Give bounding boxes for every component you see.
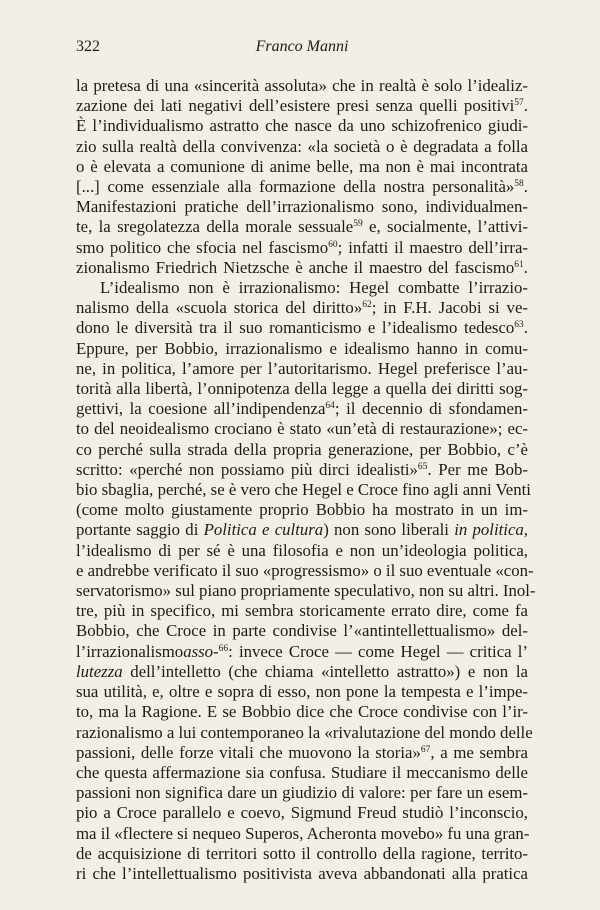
line-text: . xyxy=(523,177,528,197)
text-line xyxy=(76,278,528,298)
italic-text: lutezza xyxy=(76,661,123,681)
text-line xyxy=(76,217,528,237)
line-text: e, socialmente, l’attivi- xyxy=(362,217,528,237)
line-text: servatorismo» sul piano propriamente speculativo, non su altri. Inol- xyxy=(76,581,536,601)
line-text: l’idealismo di per sé è una filosofia e non un’ideologia politica, xyxy=(76,540,528,560)
text-line xyxy=(76,116,528,136)
text-line xyxy=(76,440,528,460)
text-line xyxy=(76,197,528,217)
line-text: de acquisizione di territori sotto il controllo della ragione, territo- xyxy=(76,843,528,863)
line-text: . Per me Bob- xyxy=(427,459,529,479)
text-line xyxy=(76,359,528,379)
text-line xyxy=(76,177,528,197)
line-text: che questa affermazione sia confusa. Studiare il meccanismo delle xyxy=(76,762,528,782)
text-line xyxy=(76,682,528,702)
text-line xyxy=(76,157,528,177)
text-line xyxy=(76,379,528,399)
line-text: zio sulla realtà della convivenza: «la società o è degradata a folla xyxy=(76,136,528,156)
line-text: passioni non significa dare un giudizio di valore: per fare un esem- xyxy=(76,783,528,803)
line-text: passioni, delle forze vitali che muovono la storia» xyxy=(76,742,421,762)
page-number: 322 xyxy=(76,38,100,55)
line-text: te, la sregolatezza della morale sessuale xyxy=(76,217,354,237)
footnote-ref: 64 xyxy=(325,401,335,412)
text-line xyxy=(76,298,528,318)
line-text: to, ma la Ragione. E se Bobbio dice che Croce condivise con l’ir- xyxy=(76,702,528,722)
footnote-ref: 59 xyxy=(353,219,363,230)
footnote-ref: 65 xyxy=(417,461,428,472)
line-text: scritto: «perché non possiamo più dirci idealisti» xyxy=(76,459,418,479)
line-text: . xyxy=(523,318,528,338)
text-line xyxy=(76,500,528,520)
text-line xyxy=(76,137,528,157)
text-line xyxy=(76,419,528,439)
line-text: Eppure, per Bobbio, irrazionalismo e idealismo hanno in comu- xyxy=(76,338,528,358)
text-line xyxy=(76,460,528,480)
line-text: e andrebbe verificato il suo «progressismo» o il suo eventuale «con- xyxy=(76,560,534,580)
text-line xyxy=(76,783,528,803)
text-line xyxy=(76,702,528,722)
text-line xyxy=(76,763,528,783)
line-text: È l’individualismo astratto che nasce da uno schizofrenico giudi- xyxy=(76,116,528,136)
line-text: ) non sono liberali xyxy=(323,520,455,540)
line-text: bio sbaglia, perché, se è vero che Hegel e Croce fino agli anni Venti xyxy=(76,480,531,500)
text-line xyxy=(76,642,528,662)
line-text: . xyxy=(523,96,528,116)
page-header xyxy=(76,38,528,60)
line-text: dell’intelletto (che chiama «intelletto astratto») e non la xyxy=(122,661,528,681)
line-text: sua utilità, e, oltre e sopra di esso, non pone la tempesta e l’impe- xyxy=(76,682,528,702)
text-line xyxy=(76,621,528,641)
text-line xyxy=(76,520,528,540)
text-line xyxy=(76,339,528,359)
footnote-ref: 58 xyxy=(514,179,524,190)
line-text: : invece Croce — come Hegel — critica l’ xyxy=(228,641,528,661)
italic-text: in politica xyxy=(454,520,524,540)
text-line xyxy=(76,76,528,96)
line-text: torità alla libertà, l’onnipotenza della legge a quella dei diritti sog- xyxy=(76,379,528,399)
line-text: zionalismo Friedrich Nietzsche è anche il maestro del fascismo xyxy=(76,257,515,277)
line-text: l’irrazionalismo xyxy=(76,641,184,661)
footnote-ref: 60 xyxy=(328,239,338,250)
italic-text: Politica e cultura xyxy=(203,520,324,540)
line-text: to del neoidealismo crociano è stato «un’età di restaurazione»; ec- xyxy=(76,419,528,439)
line-text: pio a Croce parallelo e coevo, Sigmund Freud studiò l’inconscio, xyxy=(76,803,528,823)
italic-text: asso- xyxy=(183,641,219,661)
line-text: ri che l’intellettualismo positivista aveva abbandonati alla pratica xyxy=(76,863,528,883)
line-text: Bobbio, che Croce in parte condivise l’«antintellettualismo» del- xyxy=(76,621,528,641)
line-text: ne, in politica, l’amore per l’autoritarismo. Hegel preferisce l’au- xyxy=(76,358,528,378)
line-text: ; infatti il maestro dell’irra- xyxy=(337,237,528,257)
text-line xyxy=(76,399,528,419)
line-text: , a me sembra xyxy=(430,742,528,762)
line-text: portante saggio di xyxy=(76,520,204,540)
line-text: o è elevata a comunione di anime belle, ma non è mai incontrata xyxy=(76,156,528,176)
line-text: co perché sulla strada della propria generazione, per Bobbio, c’è xyxy=(76,439,528,459)
line-text: zazione dei lati negativi dell’esistere presi senza quelli positivi xyxy=(76,96,515,116)
text-line xyxy=(76,824,528,844)
footnote-ref: 67 xyxy=(420,744,431,755)
line-text: smo politico che sfocia nel fascismo xyxy=(76,237,329,257)
footnote-ref: 66 xyxy=(218,643,229,654)
text-line xyxy=(76,541,528,561)
line-text: . xyxy=(523,257,528,277)
line-text: ma il «flectere si nequeo Superos, Acheronta movebo» fu una gran- xyxy=(76,823,530,843)
text-line xyxy=(76,844,528,864)
text-line xyxy=(76,480,531,500)
line-text: gettivi, la coesione all’indipendenza xyxy=(76,399,326,419)
footnote-ref: 63 xyxy=(514,320,524,331)
footnote-ref: 57 xyxy=(514,98,524,109)
text-line xyxy=(76,803,528,823)
text-line xyxy=(76,601,528,621)
footnote-ref: 62 xyxy=(362,300,372,311)
text-line xyxy=(76,96,528,116)
line-text: (come molto giustamente proprio Bobbio ha mostrato in un im- xyxy=(76,500,528,520)
line-text: , xyxy=(523,520,528,540)
text-line xyxy=(76,722,533,743)
body-text xyxy=(76,76,536,884)
line-text: Manifestazioni pratiche dell’irrazionalismo sono, individualmen- xyxy=(76,197,528,217)
line-text: ; il decennio di sfondamen- xyxy=(334,399,528,419)
line-text: [...] come essenziale alla formazione della nostra personalità» xyxy=(76,177,515,197)
running-head: Franco Manni xyxy=(255,38,349,55)
text-line xyxy=(76,238,528,258)
line-text: L’idealismo non è irrazionalismo: Hegel combatte l’irrazio- xyxy=(100,278,528,298)
line-text: dono le diversità tra il suo romanticismo e l’idealismo tedesco xyxy=(76,318,515,338)
line-text: la pretesa di una «sincerità assoluta» che in realtà è solo l’idealiz- xyxy=(76,76,528,95)
text-line xyxy=(76,662,528,682)
text-line xyxy=(76,560,534,581)
text-line xyxy=(76,581,536,601)
text-line xyxy=(76,743,528,763)
line-text: nalismo della «scuola storica del diritto» xyxy=(76,298,363,318)
line-text: ; in F.H. Jacobi si ve- xyxy=(371,298,528,318)
line-text: tre, più in specifico, mi sembra storicamente errato dire, come fa xyxy=(76,601,528,621)
text-line xyxy=(76,258,528,278)
line-text: razionalismo a lui contemporaneo la «rivalutazione del mondo delle xyxy=(76,722,533,742)
text-line xyxy=(76,318,528,338)
text-line xyxy=(76,864,528,884)
footnote-ref: 61 xyxy=(514,259,524,270)
